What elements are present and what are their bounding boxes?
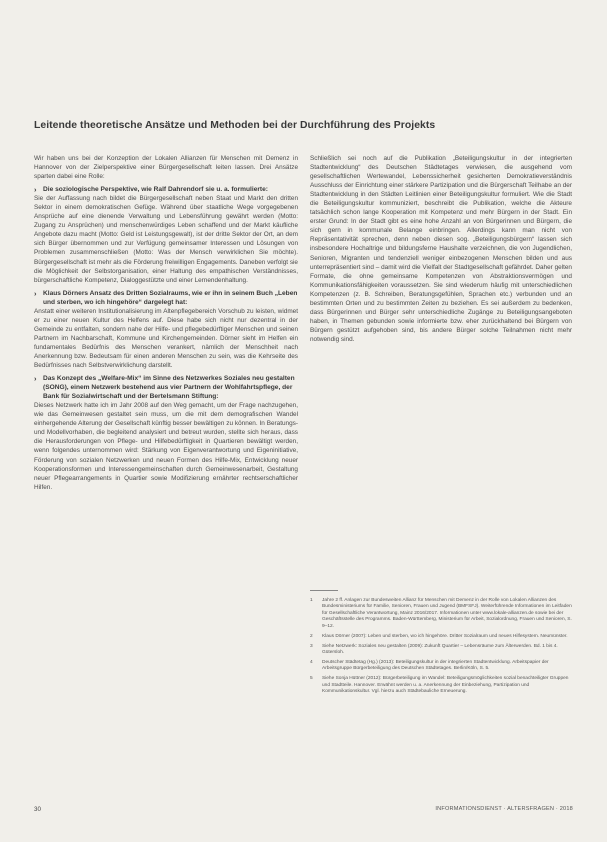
list-item-body: Anstatt einer weiteren Institutionalisierung im Altenpflegebereich Vorschub zu leisten, widmet er zu einer neuen Kultur des Helfens auf. Diese habe sich nicht nur dezentral in der Gemeinde zu entfalten, sondern nahe der Hilfe- und pflegebedürftiger Menschen und seinen Partnern im Nachbarschaft, Kommune und Kirchengemeinden. Dörner sieht im Helfen ein fundamentales Bedürfnis des Menschen verankert, nämlich der Menschheit nach Anerkennung bzw. Bedeutsam für einen anderen Menschen zu sein, was die Kehrseite des Bedürfnisses nach Selbstverwirklichung darstellt. [34, 307, 298, 370]
footnote [310, 660, 572, 673]
bullet-marker: › [34, 288, 37, 298]
footnote [310, 598, 572, 630]
section-heading: Leitende theoretische Ansätze und Methoden bei der Durchführung des Projekts [34, 120, 436, 131]
bullet-marker: › [34, 374, 37, 384]
footnote-number: 4 [310, 660, 313, 666]
journal-footer: INFORMATIONSDIENST · ALTERSFRAGEN · 2018 [435, 806, 573, 812]
footnote-text: Siehe Sonja Hüttner (2012): Bürgerbeteiligung im Wandel: Beteiligungsmöglichkeiten sozial benachteiligter Gruppen und Stadtteile. Hannover. Erwähnt werden u. a. Anerkennung der Einbeziehung, Partizipation und Kommunikationskultur. Vgl. hierzu auch Städtebauliche Erneuerung. [322, 676, 569, 695]
footnote-divider [310, 590, 338, 591]
footnote-number: 2 [310, 633, 313, 639]
footnote [310, 634, 572, 640]
list-item-heading: Das Konzept des „Welfare-Mix“ im Sinne des Netzwerkes Soziales neu gestalten (SONG), einem Netzwerk bestehend aus vier Partnern der Wohlfahrtspflege, der Bank für Sozialwirtschaft und der Bertelsmann Stiftung: [43, 375, 295, 401]
list-item-body: Dieses Netzwerk hatte ich im Jahr 2008 auf den Weg gemacht, um der Frage nachzugehen, wie das Gemeinwesen gestaltet sein muss, um die mit dem demografischen Wandel einhergehende Alterung der Gesellschaft künftig besser bewältigen zu können. In Beratungs- und Modellvorhaben, die begleitend analysiert und betreut wurden, stellte sich heraus, dass die Herausforderungen von Pflege- und Hilfebedürftigkeit in Quartieren bewältigt werden, wenn folgendes unternommen wird: Stärkung von Eigenverantwortung und Eigeninitiative, Förderung von sozialen Netzwerken und neuen Formen des Hilfe-Mix, Entwicklung neuer Kooperationsformen und Interessengemeinschaften durch Gemeinwesenarbeit, Gestaltung neuer Pflegearrangements in Quartier sowie Modifizierung ernährter rechtserschaftlicher Hilfen. [34, 402, 298, 491]
footnote-text: Jahre 2 ff. Anlagen zur Bundesweiten Allianz für Menschen mit Demenz in der Rolle von Lokalen Allianzen des Bundesministeriums für Familie, Senioren, Frauen und Jugend (BMFSFJ). Weiterführende Informationen im Leitfaden für Gesellschaftliche Verantwortung, Mainz 2016/2017. Informationen unter www.lokale-allianzen.de sowie bei der Geschäftsstelle des Programms. Baden-Württemberg, Ministerium für Arbeit, Sozialordnung, Frauen und Senioren, S. 9–12. [322, 598, 572, 629]
footnote-number: 3 [310, 643, 313, 649]
bullet-marker: › [34, 185, 37, 195]
footnote-number: 5 [310, 676, 313, 682]
footnote-text: Klaus Dörner (2007): Leben und sterben, wo ich hingehöre. Dritter Sozialraum und neues Hilfesystem. Neumünster. [322, 633, 568, 639]
footnote-number: 1 [310, 598, 313, 603]
intro-paragraph: Wir haben uns bei der Konzeption der Lokalen Allianzen für Menschen mit Demenz in Hannover von der Zielperspektive einer Bürgergesellschaft leiten lassen. Drei Ansätze sparten dabei eine Rolle: [34, 155, 298, 181]
list-item [34, 185, 298, 194]
page-number: 30 [34, 806, 41, 813]
left-column [34, 154, 298, 492]
list-item [34, 374, 298, 401]
list-item [34, 289, 298, 307]
right-column [310, 154, 572, 344]
footnotes [310, 598, 572, 699]
footnote-text: Deutscher Städtetag (Hg.) (2013): Beteiligungskultur in der integrierten Stadtentwicklung. Arbeitspapier der Arbeitsgruppe Bürgerbeteiligung des Deutschen Städtetages. Berlin/Köln, S. 5. [322, 660, 549, 672]
list-item-heading: Klaus Dörners Ansatz des Dritten Sozialraums, wie er ihn in seinem Buch „Leben und sterben, wo ich hingehöre“ dargelegt hat: [43, 289, 298, 306]
footnote-text: Siehe Netzwerk: Soziales neu gestalten (2009): Zukunft Quartier – Lebensräume zum Älterwerden. Bd. 1 bis 4. Gütersloh. [322, 643, 558, 656]
footnote [310, 676, 572, 695]
footnote [310, 644, 572, 657]
right-paragraph: Schließlich sei noch auf die Publikation „Beteiligungskultur in der integrierten Stadtentwicklung“ des Deutschen Städtetages verwiesen, die ausgehend vom gesellschaftlichen Wertewandel, Lebenssicherheit gesicherten Demokratieverständnis Ausschluss der Einrichtung einer stärkere Partizipation und die Bürgerschaft Teilhabe an der Stadtentwicklung in den Städten Leitlinien einer Beteiligungskultur formuliert. Wie die Stadt die Beteiligungskultur kommuniziert, beschreibt die Publikation, welche die Akteure tatsächlich schon lange Kooperation mit Kompetenz und mehr Bürgern in der Stadt. Ein erster Grund: In der Stadt gibt es eine hohe Anzahl an von Bürgerinnen und Bürgern, die sich gern in kommunale Belange einbringen. Allerdings kann man nicht von Repräsentativität sprechen, denn neben diesen sog. „Beteiligungsbürgern“ lassen sich insbesondere Hochaltrige und bildungsferne Haushalte verzeichnen, die von Jugendlichen, Senioren, Migranten und tendenziell weniger einbezogenen Menschen bilden und aus unterrepräsentiert sind – damit wird die Vielfalt der Stadtgesellschaft gefährdet. Daher gelten Formate, die ohne gemeinsame Kompetenzen von Abstraktionsvermögen und Kommunikationsfähigkeiten voraussetzen. Sie sind wiederum häufig mit unterschiedlichen Kompetenzen (z. B. Schreiben, Beratungsgefühlen, Sprachen etc.) verbunden und an bestimmten Orten und zu bestimmten Zeiten zu beziehen. Es sei außerdem zu bedenken, dass Bürgerinnen und Bürger sehr unterschiedliche Zugänge zu Beteiligungsangeboten haben, in Themen gebunden sowie informierte bzw. eher zurückhaltend bei Bürgern von Bürgern gestützt aufgehoben sind, bis andere Bürger solche Teilnahmen nicht mehr notwendig sind. [310, 155, 572, 343]
list-item-heading: Die soziologische Perspektive, wie Ralf Dahrendorf sie u. a. formulierte: [43, 186, 268, 194]
list-item-body: Sie der Auffassung nach bildet die Bürgergesellschaft neben Staat und Markt den dritten Sektor in einem demokratischen Gefüge. Während über staatliche Wege vorgegebenen Ansprüche auf eine dienende Verwaltung und Lebensführung gewährt werden (Motto: Zugang zu Ansprüchen) und menschenwürdiges Leben schaffend und der Markt käufliche Angebote dazu macht (Motto: Geld ist Leistungsgewalt), ist der dritte Sektor der Ort, an dem sich Bürger übernommen und zur Verfügung gemeinsamer Interessen und Lösungen von Problemen zusammenschließen (Motto: Was der Mensch verwirklichen Sie möchte). Bürgergesellschaft ist mehr als die Förderung freiwilligen Engagements. Daneben verfolgt sie die Möglichkeit der Selbstorganisation, einer Haltung des empathischen Verständnisses, bürgerschaftliche Kompetenz, Dialoggestützte und einer Lernendenhaltung. [34, 195, 298, 284]
